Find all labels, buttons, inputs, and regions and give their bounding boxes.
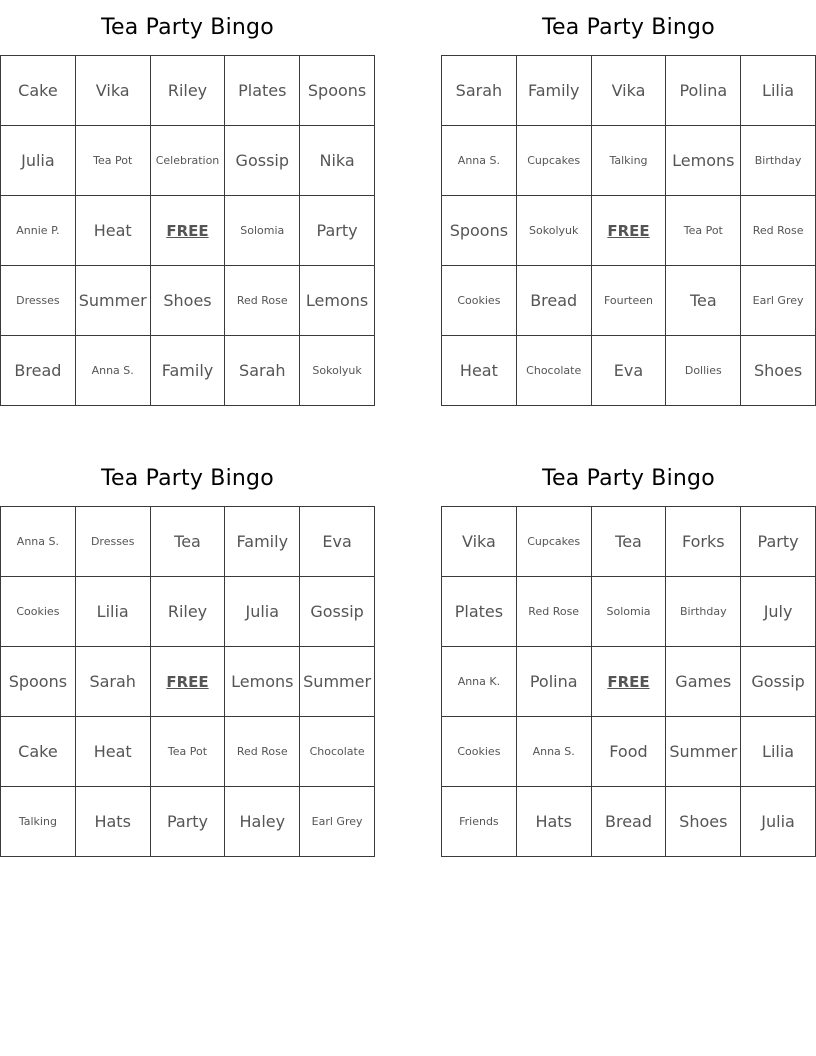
bingo-cell: Julia	[1, 126, 76, 196]
free-space-cell: FREE	[151, 647, 226, 717]
bingo-grid	[441, 55, 816, 406]
bingo-cell: Haley	[225, 787, 300, 857]
bingo-cell: Tea Pot	[76, 126, 151, 196]
bingo-cell: Gossip	[741, 647, 816, 717]
bingo-cell: Anna S.	[442, 126, 517, 196]
bingo-cell: Nika	[300, 126, 375, 196]
bingo-cell: Spoons	[300, 56, 375, 126]
bingo-cell: Summer	[666, 717, 741, 787]
bingo-cell: Shoes	[741, 336, 816, 406]
bingo-grid	[0, 55, 375, 406]
bingo-cell: Talking	[1, 787, 76, 857]
bingo-cell: Cookies	[1, 577, 76, 647]
bingo-cell: Heat	[442, 336, 517, 406]
bingo-cell: Red Rose	[517, 577, 592, 647]
bingo-cell: Julia	[225, 577, 300, 647]
bingo-cell: Talking	[592, 126, 667, 196]
bingo-cell: Vika	[76, 56, 151, 126]
bingo-cell: Sokolyuk	[300, 336, 375, 406]
bingo-cell: Friends	[442, 787, 517, 857]
bingo-cell: Riley	[151, 577, 226, 647]
bingo-cell: Hats	[517, 787, 592, 857]
bingo-cell: Tea	[592, 507, 667, 577]
bingo-card-1	[0, 0, 375, 406]
card-title: Tea Party Bingo	[101, 466, 274, 491]
bingo-cell: Tea Pot	[666, 196, 741, 266]
bingo-cell: Vika	[592, 56, 667, 126]
bingo-cell: Chocolate	[300, 717, 375, 787]
bingo-cell: Plates	[225, 56, 300, 126]
bingo-card-3	[0, 451, 375, 857]
bingo-cell: Shoes	[151, 266, 226, 336]
bingo-card-4	[441, 451, 816, 857]
bingo-cell: Cake	[1, 717, 76, 787]
bingo-cell: Lemons	[300, 266, 375, 336]
bingo-grid	[441, 506, 816, 857]
bingo-cell: Games	[666, 647, 741, 717]
bingo-cell: Cupcakes	[517, 126, 592, 196]
bingo-cell: Lemons	[225, 647, 300, 717]
bingo-cell: Sarah	[442, 56, 517, 126]
bingo-cell: Red Rose	[225, 717, 300, 787]
bingo-cell: Family	[225, 507, 300, 577]
bingo-cell: Food	[592, 717, 667, 787]
bingo-cell: Birthday	[666, 577, 741, 647]
bingo-cell: Earl Grey	[300, 787, 375, 857]
bingo-cell: Spoons	[442, 196, 517, 266]
free-space-cell: FREE	[592, 647, 667, 717]
bingo-cell: Fourteen	[592, 266, 667, 336]
bingo-cell: Lemons	[666, 126, 741, 196]
bingo-cell: Gossip	[225, 126, 300, 196]
bingo-cell: Dollies	[666, 336, 741, 406]
card-title: Tea Party Bingo	[542, 15, 715, 40]
bingo-cell: Cookies	[442, 266, 517, 336]
bingo-cell: Sokolyuk	[517, 196, 592, 266]
card-title: Tea Party Bingo	[101, 15, 274, 40]
bingo-cell: Shoes	[666, 787, 741, 857]
bingo-cell: Tea	[151, 507, 226, 577]
bingo-cell: Forks	[666, 507, 741, 577]
bingo-cell: Celebration	[151, 126, 226, 196]
bingo-cell: Lilia	[741, 56, 816, 126]
bingo-cell: Summer	[300, 647, 375, 717]
bingo-cell: Tea Pot	[151, 717, 226, 787]
bingo-cell: Lilia	[76, 577, 151, 647]
bingo-cell: Cake	[1, 56, 76, 126]
bingo-cell: Anna K.	[442, 647, 517, 717]
bingo-cell: Dresses	[1, 266, 76, 336]
bingo-cell: Red Rose	[225, 266, 300, 336]
bingo-cell: Julia	[741, 787, 816, 857]
bingo-cell: Plates	[442, 577, 517, 647]
bingo-cell: Family	[517, 56, 592, 126]
bingo-cell: Party	[300, 196, 375, 266]
bingo-cell: Annie P.	[1, 196, 76, 266]
bingo-cell: Anna S.	[517, 717, 592, 787]
bingo-cell: Heat	[76, 717, 151, 787]
bingo-cell: Bread	[592, 787, 667, 857]
bingo-cell: Earl Grey	[741, 266, 816, 336]
bingo-cell: Polina	[517, 647, 592, 717]
bingo-cell: Dresses	[76, 507, 151, 577]
bingo-cell: Tea	[666, 266, 741, 336]
bingo-cell: Heat	[76, 196, 151, 266]
bingo-cell: Party	[151, 787, 226, 857]
bingo-cell: Solomia	[592, 577, 667, 647]
bingo-cell: Party	[741, 507, 816, 577]
bingo-cell: Riley	[151, 56, 226, 126]
bingo-cell: Eva	[300, 507, 375, 577]
bingo-cell: Eva	[592, 336, 667, 406]
free-space-cell: FREE	[592, 196, 667, 266]
bingo-card-2	[441, 0, 816, 406]
bingo-cell: Red Rose	[741, 196, 816, 266]
bingo-grid	[0, 506, 375, 857]
bingo-cell: Chocolate	[517, 336, 592, 406]
bingo-cell: Birthday	[741, 126, 816, 196]
bingo-cell: Summer	[76, 266, 151, 336]
bingo-cell: Sarah	[225, 336, 300, 406]
bingo-cell: Cookies	[442, 717, 517, 787]
bingo-cell: Anna S.	[1, 507, 76, 577]
bingo-cell: Cupcakes	[517, 507, 592, 577]
bingo-cell: July	[741, 577, 816, 647]
free-space-cell: FREE	[151, 196, 226, 266]
bingo-cell: Hats	[76, 787, 151, 857]
bingo-cell: Family	[151, 336, 226, 406]
bingo-cell: Polina	[666, 56, 741, 126]
bingo-cell: Solomia	[225, 196, 300, 266]
bingo-cell: Sarah	[76, 647, 151, 717]
bingo-cell: Anna S.	[76, 336, 151, 406]
bingo-cell: Lilia	[741, 717, 816, 787]
bingo-cell: Bread	[1, 336, 76, 406]
bingo-cell: Spoons	[1, 647, 76, 717]
bingo-cell: Gossip	[300, 577, 375, 647]
card-title: Tea Party Bingo	[542, 466, 715, 491]
bingo-cell: Vika	[442, 507, 517, 577]
bingo-cell: Bread	[517, 266, 592, 336]
